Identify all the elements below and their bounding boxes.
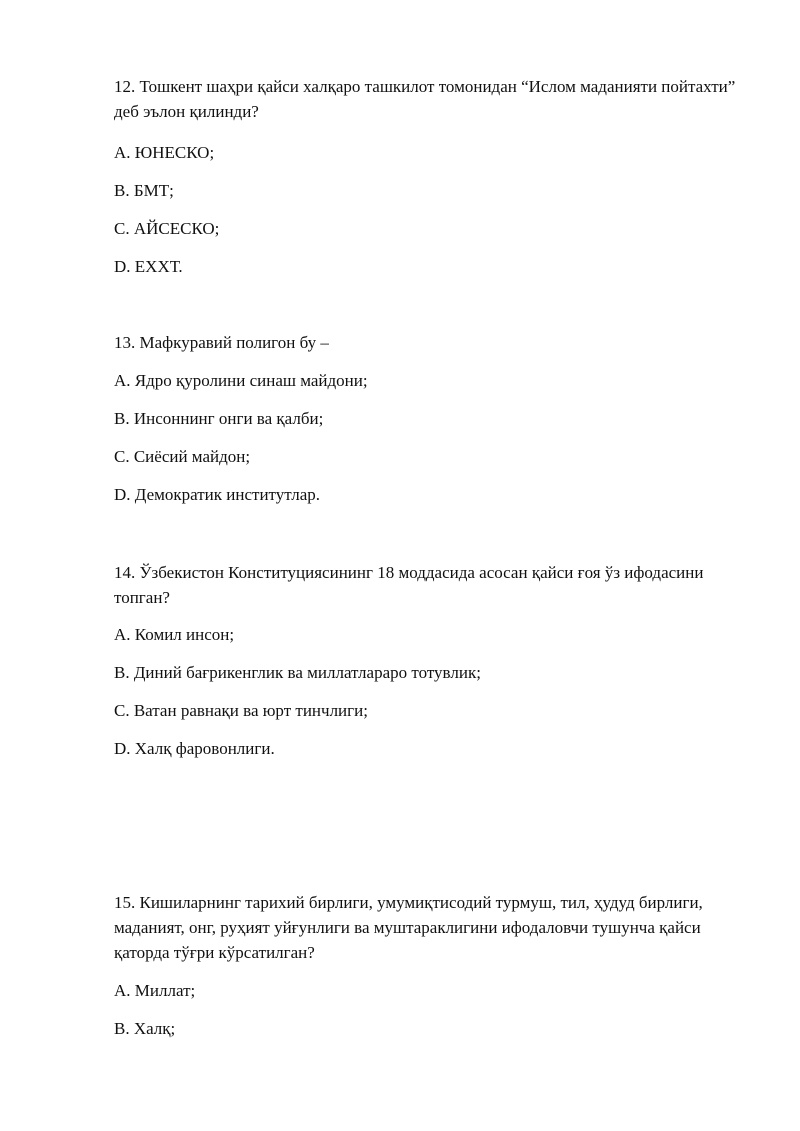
question-13-option-c: C. Сиёсий майдон;: [114, 447, 251, 466]
question-13-option-d: D. Демократик институтлар.: [114, 485, 321, 504]
question-15-text: 15. Кишиларнинг тарихий бирлиги, умумиқтисодий турмуш, тил, ҳудуд бирлиги, маданият, онг, руҳият уйғунлиги ва муштараклигини ифодаловчи тушунча қайси қаторда тўғри кўрсатилган?: [114, 893, 703, 962]
question-14-option-a: A. Комил инсон;: [114, 625, 235, 644]
question-14-option-d: D. Халқ фаровонлиги.: [114, 739, 275, 758]
question-15-option-b: B. Халқ;: [114, 1019, 176, 1038]
question-12-text: 12. Тошкент шаҳри қайси халқаро ташкилот томонидан “Ислом маданияти пойтахти” деб эълон қилинди?: [114, 77, 736, 121]
question-12-option-d: D. ЕХХТ.: [114, 257, 183, 276]
question-12-option-a: A. ЮНЕСКО;: [114, 143, 215, 162]
question-12-option-b: B. БМТ;: [114, 181, 174, 200]
question-12-option-c: C. АЙСЕСКО;: [114, 219, 220, 238]
question-13-option-a: A. Ядро қуролини синаш майдони;: [114, 371, 368, 390]
question-14-text: 14. Ўзбекистон Конституциясининг 18 моддасида асосан қайси ғоя ўз ифодасини топган?: [114, 563, 704, 607]
question-14-option-b: B. Диний бағрикенглик ва миллатлараро тотувлик;: [114, 663, 481, 682]
question-13-option-b: B. Инсоннинг онги ва қалби;: [114, 409, 324, 428]
question-15-option-a: A. Миллат;: [114, 981, 196, 1000]
question-14-option-c: C. Ватан равнақи ва юрт тинчлиги;: [114, 701, 368, 720]
question-13-text: 13. Мафкуравий полигон бу –: [114, 333, 329, 352]
